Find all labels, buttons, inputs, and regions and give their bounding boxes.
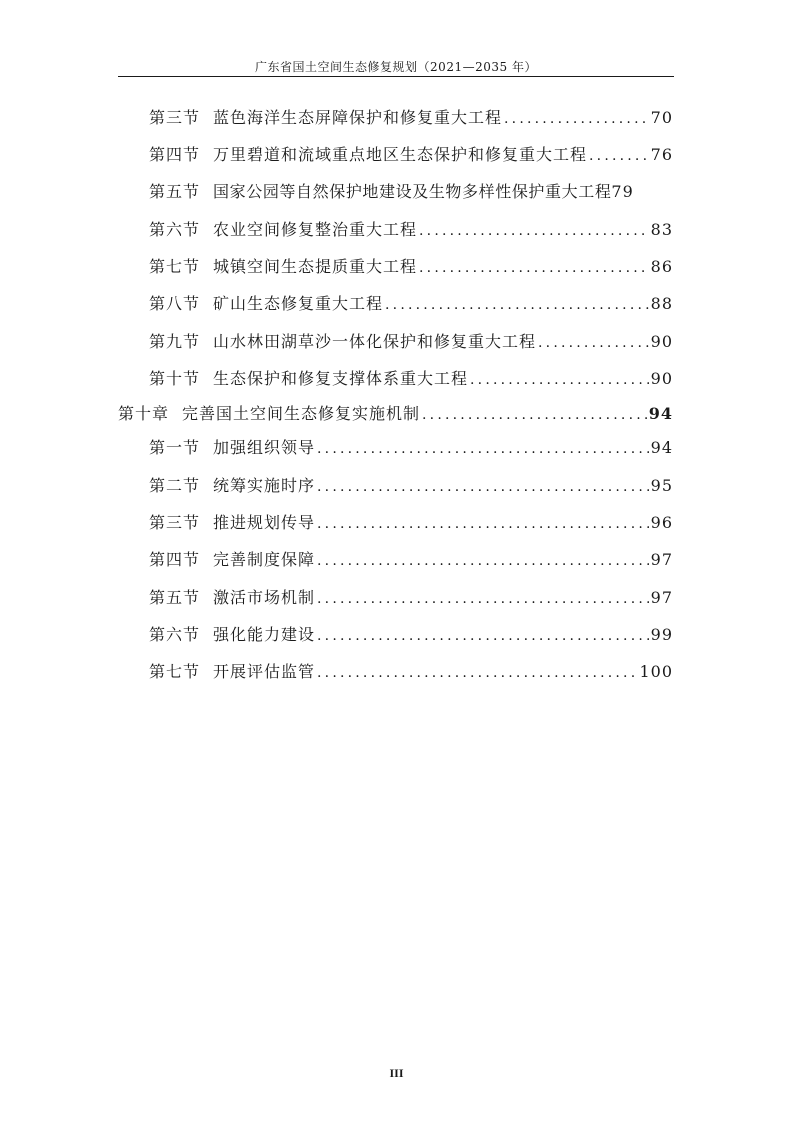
toc-entry-section[interactable]: [149, 587, 673, 610]
section-title: 城镇空间生态提质重大工程: [213, 257, 418, 276]
section-title: 生态保护和修复支撑体系重大工程: [213, 369, 469, 388]
section-number: 第二节: [149, 476, 201, 495]
page-footer-number: III: [389, 1066, 404, 1080]
page-number: 94: [648, 404, 673, 423]
header-rule: [118, 76, 674, 77]
section-number: 第三节: [149, 513, 201, 532]
toc-entry-section[interactable]: [149, 368, 673, 391]
toc-entry-section[interactable]: [149, 437, 673, 460]
toc-entry-section[interactable]: [149, 256, 673, 279]
dot-leader: [538, 332, 649, 354]
page-number: 94: [650, 438, 673, 457]
section-number: 第九节: [149, 332, 201, 351]
section-title: 推进规划传导: [213, 513, 316, 532]
toc-entry-section[interactable]: [149, 181, 673, 203]
page-number: 100: [639, 662, 673, 681]
section-title: 完善制度保障: [213, 550, 316, 569]
page-number: 97: [650, 588, 673, 607]
dot-leader: [317, 662, 637, 684]
dot-leader: [317, 625, 649, 647]
section-number: 第五节: [149, 588, 201, 607]
toc-entry-chapter[interactable]: [118, 403, 673, 426]
page-number: 97: [650, 550, 673, 569]
page-number: 90: [650, 369, 673, 388]
section-number: 第七节: [149, 257, 201, 276]
section-title: 激活市场机制: [213, 588, 316, 607]
section-number: 第八节: [149, 294, 201, 313]
section-title: 山水林田湖草沙一体化保护和修复重大工程: [213, 332, 537, 351]
section-number: 第六节: [149, 625, 201, 644]
toc-entry-section[interactable]: [149, 293, 673, 316]
dot-leader: [419, 220, 649, 242]
dot-leader: [419, 257, 649, 279]
chapter-title: 完善国土空间生态修复实施机制: [182, 404, 421, 423]
page-number: 86: [650, 257, 673, 276]
page-number: 88: [650, 294, 673, 313]
section-number: 第一节: [149, 438, 201, 457]
dot-leader: [317, 438, 649, 460]
page-number: 95: [650, 476, 673, 495]
section-title: 万里碧道和流域重点地区生态保护和修复重大工程: [213, 145, 588, 164]
section-number: 第七节: [149, 662, 201, 681]
toc-entry-section[interactable]: [149, 331, 673, 354]
dot-leader: [589, 145, 649, 167]
page-number: 96: [650, 513, 673, 532]
section-number: 第六节: [149, 220, 201, 239]
section-title: 矿山生态修复重大工程: [213, 294, 384, 313]
chapter-number: 第十章: [118, 404, 170, 423]
page-number: 70: [650, 108, 673, 127]
toc-entry-section[interactable]: [149, 219, 673, 242]
toc-entry-section[interactable]: [149, 475, 673, 498]
toc-entry-section[interactable]: [149, 661, 673, 684]
toc-entry-section[interactable]: [149, 144, 673, 167]
dot-leader: [317, 550, 649, 572]
page-number: 99: [650, 625, 673, 644]
page-number: 90: [650, 332, 673, 351]
section-title: 加强组织领导: [213, 438, 316, 457]
section-number: 第四节: [149, 145, 201, 164]
dot-leader: [385, 294, 649, 316]
page-number: 76: [650, 145, 673, 164]
section-title: 蓝色海洋生态屏障保护和修复重大工程: [213, 108, 503, 127]
dot-leader: [504, 108, 649, 130]
toc-entry-section[interactable]: [149, 512, 673, 535]
toc-entry-section[interactable]: [149, 549, 673, 572]
page-number: 83: [650, 220, 673, 239]
section-title: 农业空间修复整治重大工程: [213, 220, 418, 239]
section-number: 第五节: [149, 182, 201, 201]
section-title: 开展评估监管: [213, 662, 316, 681]
section-title: 强化能力建设: [213, 625, 316, 644]
dot-leader: [317, 513, 649, 535]
section-title: 统筹实施时序: [213, 476, 316, 495]
dot-leader: [470, 369, 649, 391]
section-title: 国家公园等自然保护地建设及生物多样性保护重大工程: [213, 182, 612, 201]
section-number: 第三节: [149, 108, 201, 127]
section-number: 第十节: [149, 369, 201, 388]
dot-leader: [422, 404, 647, 426]
toc-entry-section[interactable]: [149, 624, 673, 647]
page-number: 79: [611, 182, 634, 201]
dot-leader: [317, 588, 649, 610]
dot-leader: [317, 476, 649, 498]
running-header: 广东省国土空间生态修复规划（2021—2035 年）: [255, 60, 537, 74]
section-number: 第四节: [149, 550, 201, 569]
toc-entry-section[interactable]: [149, 107, 673, 130]
